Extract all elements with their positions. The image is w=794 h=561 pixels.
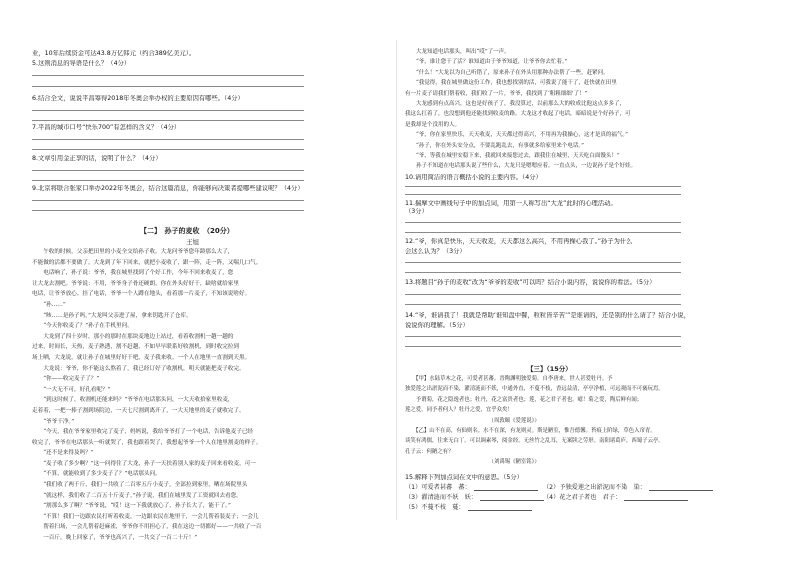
story-line: 收完了，爷爷在电话那头一听就哭了，我也跟着哭了，我想起爷爷一个人在地里割麦的样子。 — [32, 439, 262, 446]
story-line: “咳……是孙子吗。”大龙叫父亲进了屋，拿来钥匙开了仓库。 — [32, 312, 192, 319]
story-line: “孙……” — [32, 301, 66, 308]
answer-line[interactable] — [32, 149, 304, 150]
q15-item-1[interactable]: （1）可爱者甚蕃 蕃： — [405, 484, 538, 491]
story-line: “爷爷干净。” — [32, 418, 75, 425]
q15-blank[interactable] — [468, 504, 532, 511]
story-line: 大龙说：爷爷，你不能这么熬着了，我已经订好了收割机，明天就能把麦子收完。 — [32, 365, 245, 372]
story-line: 过来，时间长，天热，麦子熟透，割不赶趟，不如早早联系好收割机，到时收完拉到 — [32, 344, 239, 351]
question-13: 13.将题目“孙子的麦收”改为“爷爷的麦收”可以吗？结合小说内容，说说你的看法。（5分） — [405, 279, 656, 286]
story-line: “今天，我在爷爷家里收完了麦子，妈妈说，我给爷爷打了一个电话，告诉他麦子已经 — [32, 429, 254, 436]
classical-line: 孔子云：何陋之有？ — [405, 448, 454, 455]
story-line: “爷，等我在城里安稳下来，我就回来接您过去，跟我住在城里，天天吃白面馒头！” — [405, 153, 620, 160]
answer-line[interactable] — [32, 200, 304, 201]
story-line: “不算，就能收到了多少麦子了？”电话那头问。 — [32, 471, 161, 478]
answer-line[interactable] — [32, 139, 304, 140]
section-3-title: 【三】（15分） — [527, 365, 572, 373]
story-line: 有一片麦子请我们帮着收，我们收了一片，爷爷，我找到了‘粗粗细细’了！” — [405, 90, 588, 97]
q15-blank[interactable] — [624, 494, 688, 501]
question-11: 11.揣摩文中画线句子中的加点词，用第一人称写出“大龙”此时的心理活动。 — [405, 200, 617, 207]
answer-line[interactable] — [405, 346, 681, 347]
story-line: 让大龙去割吧。爷爷说：不用，爷爷身子骨还硬朗，你在外头好好干，缺啥就给家里 — [32, 280, 239, 287]
answer-line[interactable] — [405, 336, 681, 337]
classical-line: （周敦颐《爱莲说》） — [405, 417, 540, 424]
answer-line[interactable] — [405, 222, 681, 223]
q15-blank[interactable] — [474, 484, 538, 491]
classical-text — [405, 374, 745, 468]
story-line: “麦子收了多少啊？”这一问得住了大龙，孙子一天扶着别人家的麦子回来看收麦，可一 — [32, 460, 256, 467]
question-11-points: （3分） — [405, 208, 428, 215]
q15-item-2[interactable]: （2）予独爱莲之出淤泥而不染 染： — [543, 484, 713, 491]
question-5: 5.这则消息的导语是什么？（4分） — [32, 60, 131, 67]
intro-tail-text: 业，10年后续资金可达43.8万亿韩元（约合389亿美元）。 — [32, 50, 196, 57]
story-line: 不能做的活都不要做了。大龙到了年下回来，就把小麦收了，跟一阵，走一阵，又喘几口气。 — [32, 259, 262, 266]
story-line: “孙子，你在外头安分点，不要乱跑乱去，有事就多给家里来个电话。” — [405, 142, 584, 149]
q15-blank[interactable] — [480, 494, 544, 501]
story-line: 一百斤，晚上回家了，爷爷也高兴了，一共交了一百二十斤！” — [32, 535, 198, 542]
classical-line: 莲之爱，同予者何人？牡丹之爱，宜乎众矣！ — [405, 407, 513, 414]
right-column — [397, 0, 794, 561]
story-line: 午收的时候，父亲把田里的小麦全交给孙子收。大龙问爷爷您年龄那么大了， — [32, 249, 234, 255]
answer-line[interactable] — [405, 272, 681, 273]
answer-line[interactable] — [32, 180, 304, 181]
story-line: “到这时候了，收割机还能来吗？”爷爷在电话那头问，一大天收拾家里收麦， — [32, 397, 234, 404]
q15-item-4[interactable]: （4）花之君子者也 君子： — [543, 494, 688, 501]
story-line: 我这么扛着了，也没想到他还能找到收麦的路。大龙这才收起了电话，暗暗说是个好孙子，可 — [405, 111, 631, 118]
story-line: 电话，让爷爷放心。挂了电话，爷爷一个人蹲在地头，看着那一片麦子，不知该说啥好。 — [32, 291, 251, 298]
classical-line: 予谓菊，花之隐逸者也；牡丹，花之富贵者也；莲，花之君子者也。噫！菊之爱，陶后鲜有闻； — [405, 396, 643, 403]
story-line: “割那么多了啊？”爷爷说，“哎！这一下我就放心了，孙子长大了，能干了。” — [32, 503, 231, 510]
story-text-left — [32, 247, 368, 544]
question-12-cont: 会这么认为？（3分） — [405, 248, 466, 255]
classical-line: （刘禹锡《陋室铭》） — [405, 459, 540, 466]
classical-line: 谈笑有鸿儒，往来无白丁。可以调素琴，阅金经。无丝竹之乱耳，无案牍之劳形。南阳诸葛庐，西蜀子云亭。 — [405, 438, 664, 445]
story-line: “爷，谁让您干了活？谁知道由于爷爷知道，让爷爷你去忙着。” — [405, 59, 568, 66]
section-2-title: 【二】 孙子的麦收 （20分） — [140, 227, 234, 235]
classical-line: 【甲】水陆草木之花，可爱者甚蕃。晋陶渊明独爱菊。自李唐来，世人甚爱牡丹。予 — [405, 376, 613, 382]
question-14-cont: 说说你的理解。（5分） — [405, 322, 469, 329]
story-line: 是我却是个没用的人。 — [405, 121, 461, 128]
story-text-right — [405, 47, 741, 172]
story-line: 走着着，一把一捧子割到场院边，一天七尺割到离开了，一大天地里的麦子就收完了。 — [32, 407, 245, 414]
story-line: 电话响了，孙子说：爷爷，我在城里找到了个好工作，今年不回来收麦了，您 — [32, 270, 234, 277]
answer-line[interactable] — [32, 120, 304, 121]
story-line: “一大无不可，好孔看呢？” — [32, 386, 111, 393]
story-line: “就这样，我们收了二百五十斤麦子。”孙子说，我们在城里发了工资就回去看您。 — [32, 492, 242, 499]
story-line: 大龙知道电话那头，叫出“哎”了一声。 — [405, 49, 510, 55]
answer-line[interactable] — [32, 75, 304, 76]
answer-line[interactable] — [405, 232, 681, 233]
question-14: 14.“爷，谁请我了！我就是帮助‘谁知盘中餐，粒粒皆辛苦’”是谁请的，还是别的什么请了？结合小说， — [405, 312, 691, 319]
classical-line: 【乙】山不在高，有仙则名。水不在深，有龙则灵。斯是陋室，惟吾德馨。苔痕上阶绿，草色入帘青。 — [405, 428, 656, 435]
question-9: 9.北京将联合张家口举办2022年冬奥会，结合这篇消息，你能够向决策者提哪些建议呢？（4分） — [32, 185, 304, 192]
q15-item-3[interactable]: （3）濯清涟而不妖 妖： — [405, 494, 544, 501]
question-7: 7.平昌的城市口号“快乐700”有怎样的含义？（4分） — [32, 124, 181, 131]
q15-blank[interactable] — [649, 484, 713, 491]
question-12: 12.“爷，你真是快乐，天天收麦，天天都这么高兴，不用再操心我了。”孙子为什么 — [405, 238, 633, 245]
story-line: “我觉得，我在城里做这份工作，我也想找别的活，可我说了能干了，赶快就在田里 — [405, 80, 617, 87]
question-8: 8.文章引用金正享的话，说明了什么？（4分） — [32, 155, 162, 162]
story-line: 帮着扫场，一会儿帮着赶麻雀，爷爷你不用担心了，我在这边一切都好——一共收了一百 — [32, 524, 262, 531]
story-line: “今天你收麦了？”孙子在手机里问。 — [32, 323, 133, 330]
answer-line[interactable] — [32, 210, 304, 211]
answer-line[interactable] — [405, 294, 681, 295]
question-10: 10.请用简洁的语言概括小说的主要内容。（4分） — [405, 174, 542, 181]
story-line: “爷，你在家里快乐，天天收麦，天天都过得高兴，不用再为我操心，这才是真的福气。” — [405, 132, 628, 139]
story-line: 大龙感到有点高兴，这也是好孩子了，我没算过，以前那么大的收成比他这点多多了， — [405, 101, 626, 108]
answer-line[interactable] — [405, 186, 681, 187]
story-line: 场上晒，大龙说，就让孙子在城里好好干吧，麦子我来收。一个人在地里一直割到天黑。 — [32, 354, 251, 361]
question-6: 6.结合全文，说说平昌筹得2018年冬奥会举办权的主要原因有哪些。（4分） — [32, 95, 244, 102]
story-line: “你——收完麦子了？” — [32, 376, 100, 383]
story-line: “不算！我们一边跟农民打听着收麦，一边跟农民在地里干，一会儿帮着装麦子；一会儿 — [32, 513, 259, 520]
answer-line[interactable] — [32, 170, 304, 171]
classical-line: 独爱莲之出淤泥而不染，濯清涟而不妖，中通外直，不蔓不枝，香远益清，亭亭净植，可远观而不可亵玩焉。 — [405, 386, 664, 393]
answer-line[interactable] — [405, 262, 681, 263]
story-line: “还不是来得及吗？” — [32, 450, 94, 457]
story-line: 大龙到了四十岁时，那小的那时在那块麦地边上站过，看着收割机一趟一趟的 — [32, 333, 234, 340]
story-line: “我们收了两千斤，我们一共收了二百零五斤小麦子，全部拉到家里，晒在场院里头 — [32, 482, 248, 489]
story-line: “什么！”大龙以为自己听错了，原来孙子在外头用那种办法帮了一些，赶紧问。 — [405, 69, 609, 76]
story-author: 王旭 — [186, 238, 199, 246]
answer-line[interactable] — [405, 194, 681, 195]
answer-line[interactable] — [32, 110, 304, 111]
answer-line[interactable] — [32, 86, 304, 87]
question-15: 15.解释下列加点词在文中的意思。（5分） — [405, 474, 523, 481]
answer-line[interactable] — [405, 304, 681, 305]
story-line: 孙子不知道在电话那头说了些什么，大龙只是嗯嗯应着，一直点头，一边说孙子是个好娃。 — [405, 163, 637, 170]
q15-item-5[interactable]: （5）不蔓不枝 蔓： — [405, 504, 532, 511]
